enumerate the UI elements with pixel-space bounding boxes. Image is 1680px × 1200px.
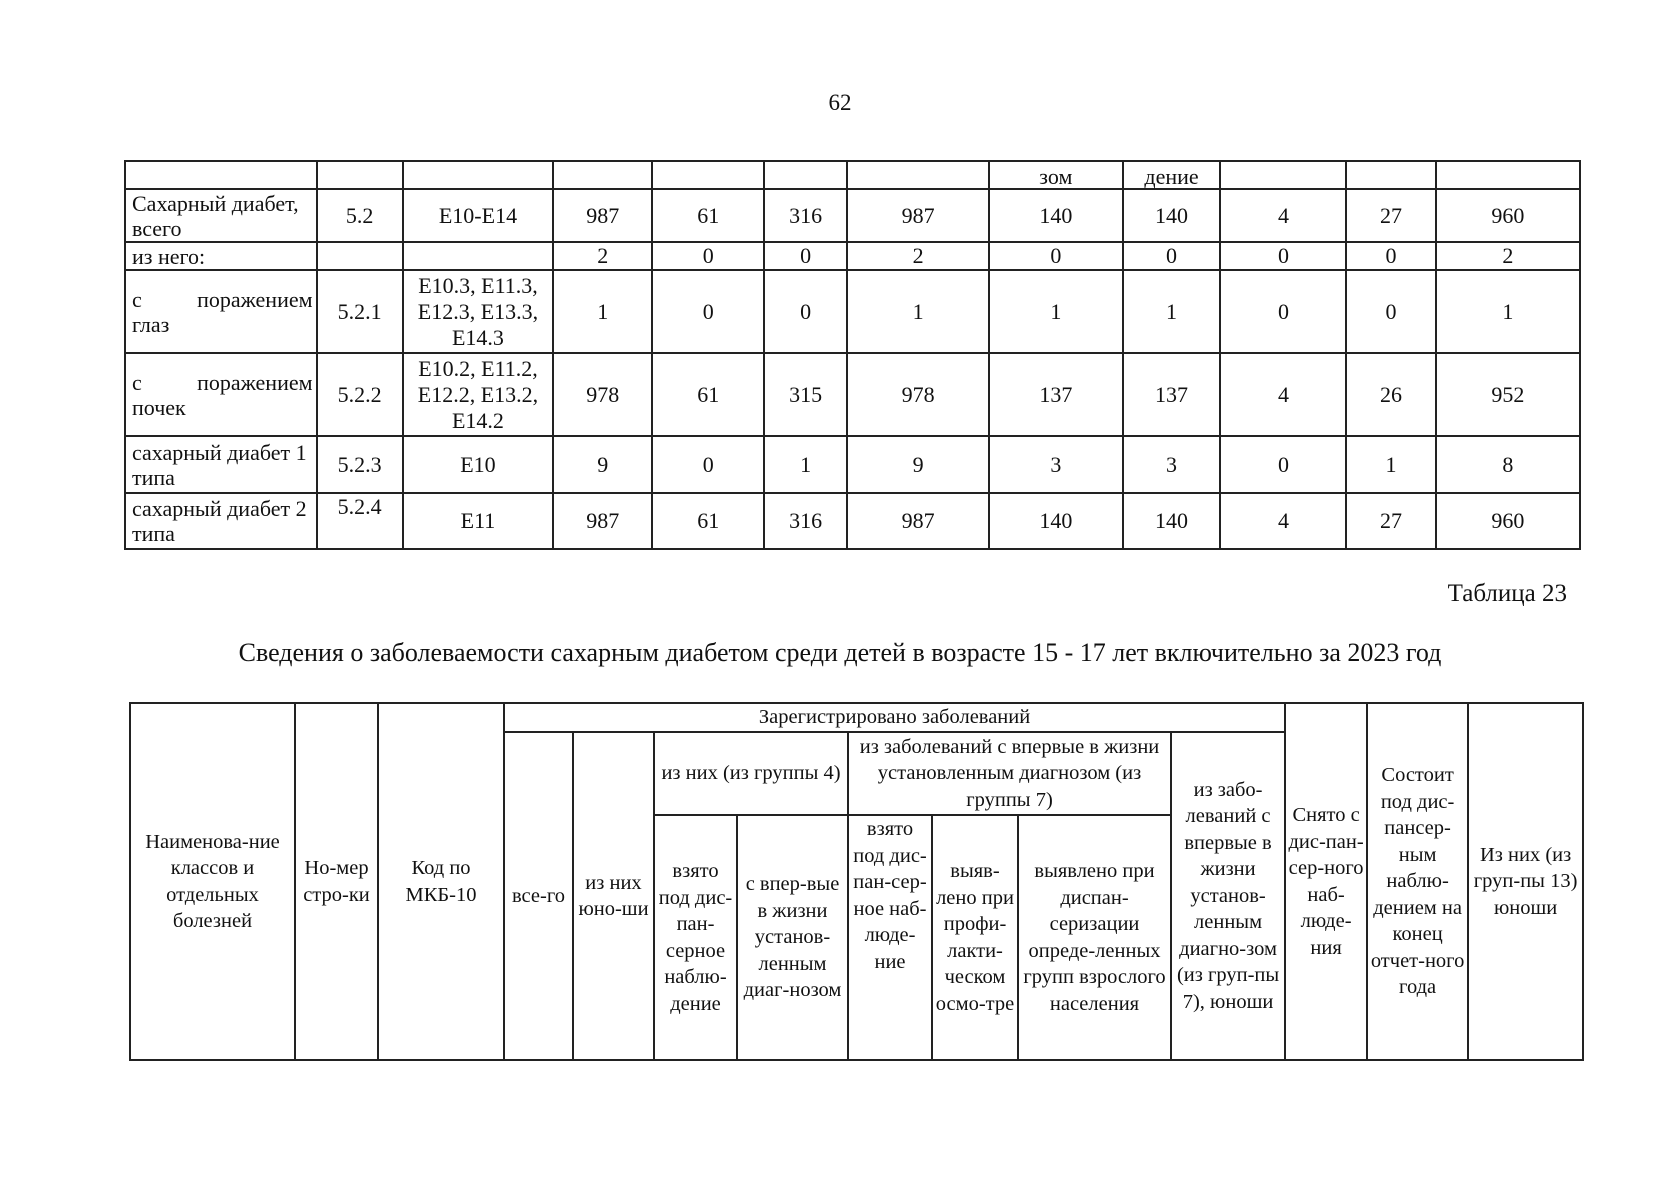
value-cell: 1 [847, 270, 989, 353]
diabetes-data-table-continued [124, 160, 1581, 550]
table-row [125, 189, 1580, 242]
table-23-header [129, 702, 1584, 1061]
icd-code-line: E10.2, E11.2, [418, 355, 538, 381]
disease-name-part: глаз [132, 311, 170, 337]
value-cell: 1 [764, 436, 847, 493]
icd-code [403, 270, 554, 353]
header-first-in-life-diagnosis: с впер-вые в жизни установ-ленным диаг-нозом [737, 815, 848, 1060]
table-row [125, 270, 1580, 353]
value-cell: 1 [1436, 270, 1580, 353]
disease-name-part: поражением [197, 369, 313, 395]
value-cell: 2 [847, 242, 989, 270]
value-cell: 9 [553, 436, 652, 493]
header-removed-from-observation: Снято с дис-пан-сер-ного наб-люде-ния [1285, 703, 1367, 1060]
value-cell: 4 [1220, 353, 1346, 436]
disease-name: Сахарный диабет, всего [125, 189, 317, 242]
disease-name-part: с [132, 369, 142, 395]
header-of-them-youths-group13: Из них (из груп-пы 13) юноши [1468, 703, 1583, 1060]
line-number [317, 242, 403, 270]
line-number: 5.2.4 [317, 493, 403, 549]
value-cell: 27 [1346, 189, 1435, 242]
value-cell: 1 [553, 270, 652, 353]
value-cell: 140 [1123, 493, 1221, 549]
table-title: Сведения о заболеваемости сахарным диабетом среди детей в возрасте 15 - 17 лет включительно за 2023 год [238, 638, 1442, 667]
icd-code [403, 353, 554, 436]
header-icd-code: Код по МКБ-10 [378, 703, 504, 1060]
value-cell: 987 [847, 493, 989, 549]
value-cell: 140 [989, 189, 1122, 242]
disease-name: сахарный диабет 1 типа [125, 436, 317, 493]
icd-code-line: E14.3 [451, 324, 504, 350]
disease-name [125, 270, 317, 353]
table-row [125, 493, 1580, 549]
header-registered-diseases: Зарегистрировано заболеваний [504, 703, 1285, 732]
icd-code-line: E12.3, E13.3, [417, 298, 539, 324]
header-line-number: Но-мер стро-ки [295, 703, 378, 1060]
value-cell: 0 [1346, 270, 1435, 353]
value-cell: 960 [1436, 493, 1580, 549]
value-cell: 0 [1123, 242, 1221, 270]
icd-code: E10-E14 [403, 189, 554, 242]
value-cell: 316 [764, 493, 847, 549]
header-detected-at-preventive-exam: выяв-лено при профи-лакти-ческом осмо-тре [932, 815, 1018, 1060]
value-cell: 1 [1346, 436, 1435, 493]
disease-name [125, 353, 317, 436]
value-cell: 987 [553, 493, 652, 549]
value-cell: 27 [1346, 493, 1435, 549]
header-first-diagnosed-youths: из забо-леваний с впервые в жизни установ-ленным диагно-зом (из груп-пы 7), юноши [1171, 732, 1285, 1060]
value-cell: 0 [989, 242, 1122, 270]
header-taken-under-observation: взято под дис-пан-серное наблю-дение [654, 815, 737, 1060]
line-number: 5.2 [317, 189, 403, 242]
value-cell: 3 [989, 436, 1122, 493]
icd-code-line: E10.3, E11.3, [418, 272, 538, 298]
value-cell: 952 [1436, 353, 1580, 436]
header-first-diagnosed-group7: из заболеваний с впервые в жизни установленным диагнозом (из группы 7) [848, 732, 1171, 815]
header-of-them-group4: из них (из группы 4) [654, 732, 848, 815]
value-cell: 987 [553, 189, 652, 242]
value-cell: 137 [1123, 353, 1221, 436]
table-row [125, 242, 1580, 270]
table-row [125, 436, 1580, 493]
value-cell: 2 [1436, 242, 1580, 270]
value-cell: 4 [1220, 493, 1346, 549]
icd-code-line: E14.2 [451, 407, 504, 433]
header-under-observation-end-of-year: Состоит под дис-пансер-ным наблю-дением на конец отчет-ного года [1367, 703, 1468, 1060]
value-cell: 987 [847, 189, 989, 242]
value-cell: 1 [989, 270, 1122, 353]
table-header-fragment-row [125, 161, 1580, 189]
disease-name: из него: [125, 242, 317, 270]
disease-name-part: с [132, 286, 142, 312]
value-cell: 8 [1436, 436, 1580, 493]
value-cell: 315 [764, 353, 847, 436]
icd-code [403, 242, 554, 270]
value-cell: 2 [553, 242, 652, 270]
table-caption: Таблица 23 [1447, 580, 1567, 607]
disease-name-part: поражением [197, 286, 313, 312]
value-cell: 0 [652, 242, 764, 270]
icd-code-line: E12.2, E13.2, [417, 381, 539, 407]
value-cell: 0 [1220, 270, 1346, 353]
value-cell: 61 [652, 353, 764, 436]
value-cell: 316 [764, 189, 847, 242]
value-cell: 0 [1220, 242, 1346, 270]
header-fragment: дение [1123, 161, 1221, 189]
header-taken-under-observation-2: взято под дис-пан-сер-ное наб-люде-ние [848, 815, 932, 1060]
value-cell: 0 [764, 270, 847, 353]
value-cell: 61 [652, 493, 764, 549]
table-row [125, 353, 1580, 436]
line-number: 5.2.2 [317, 353, 403, 436]
value-cell: 0 [764, 242, 847, 270]
value-cell: 9 [847, 436, 989, 493]
header-fragment: зом [989, 161, 1122, 189]
value-cell: 0 [1220, 436, 1346, 493]
value-cell: 61 [652, 189, 764, 242]
value-cell: 0 [652, 436, 764, 493]
line-number: 5.2.1 [317, 270, 403, 353]
header-total: все-го [504, 732, 573, 1060]
value-cell: 140 [1123, 189, 1221, 242]
value-cell: 26 [1346, 353, 1435, 436]
disease-name-part: почек [132, 394, 186, 420]
header-detected-at-dispensarization: выявлено при диспан-серизации опреде-ленных групп взрослого населения [1018, 815, 1171, 1060]
value-cell: 1 [1123, 270, 1221, 353]
value-cell: 3 [1123, 436, 1221, 493]
value-cell: 978 [847, 353, 989, 436]
header-of-them-youths: из них юно-ши [573, 732, 654, 1060]
value-cell: 0 [652, 270, 764, 353]
value-cell: 0 [1346, 242, 1435, 270]
disease-name: сахарный диабет 2 типа [125, 493, 317, 549]
value-cell: 4 [1220, 189, 1346, 242]
value-cell: 960 [1436, 189, 1580, 242]
value-cell: 137 [989, 353, 1122, 436]
icd-code: E10 [403, 436, 554, 493]
value-cell: 978 [553, 353, 652, 436]
icd-code: E11 [403, 493, 554, 549]
page-number: 62 [828, 90, 852, 115]
header-disease-name: Наименова-ние классов и отдельных болезней [130, 703, 295, 1060]
line-number: 5.2.3 [317, 436, 403, 493]
value-cell: 140 [989, 493, 1122, 549]
